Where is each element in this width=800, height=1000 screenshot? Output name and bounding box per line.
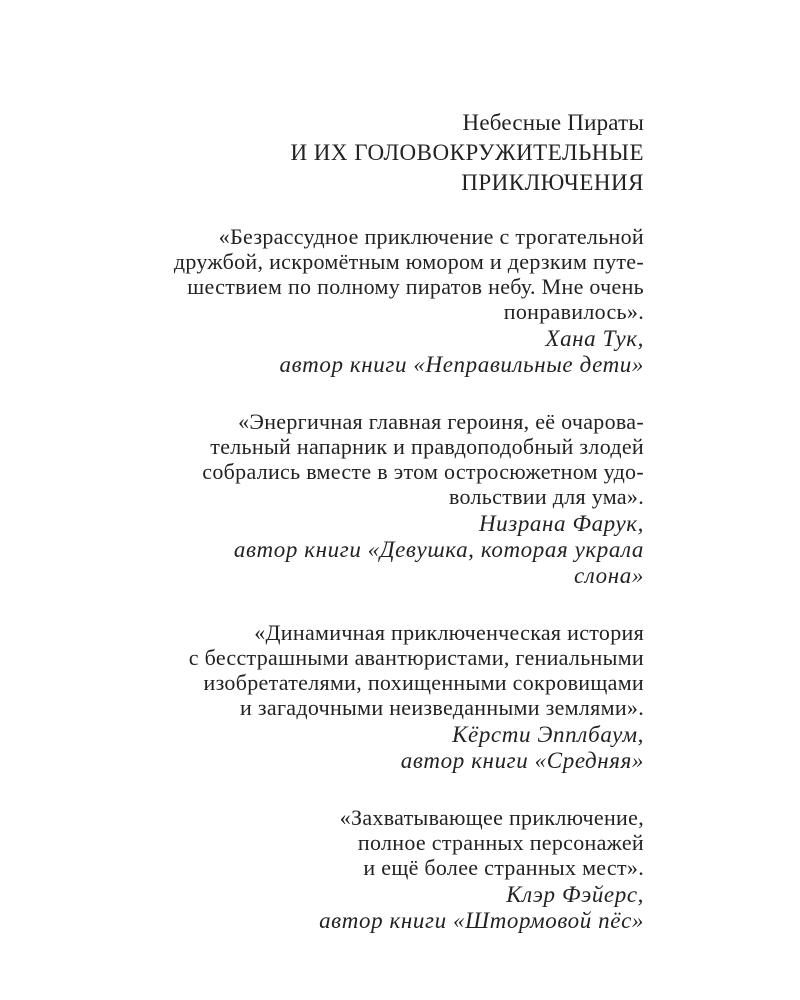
review-attribution: [84, 722, 644, 774]
attribution-line: Хана Тук,: [545, 326, 644, 351]
quote-line: и ещё более странных мест».: [363, 855, 644, 880]
review-blurb: [84, 409, 644, 589]
quote-line: собрались вместе в этом остросюжетном удо-: [202, 459, 644, 484]
quote-line: с бесстрашными авантюристами, гениальными: [188, 645, 644, 670]
review-quote: [84, 805, 644, 880]
series-name: Небесные Пираты: [462, 110, 644, 135]
attribution-line: Низрана Фарук,: [478, 511, 644, 536]
attribution-line: слона»: [573, 563, 644, 588]
attribution-line: автор книги «Средняя»: [400, 748, 644, 773]
quote-line: «Захватывающее приключение,: [339, 805, 644, 830]
quote-line: и загадочными неизведанными землями».: [240, 695, 644, 720]
review-blurb: [84, 224, 644, 378]
attribution-line: автор книги «Неправильные дети»: [279, 352, 644, 377]
review-quote: [84, 620, 644, 720]
review-blurb: [84, 620, 644, 774]
review-quote: [84, 224, 644, 324]
attribution-line: Кёрсти Эпплбаум,: [452, 722, 644, 747]
quote-line: полное странных персонажей: [357, 830, 644, 855]
quote-line: изобретателями, похищенными сокровищами: [203, 670, 644, 695]
quote-line: «Безрассудное приключение с трогательной: [218, 224, 644, 249]
review-attribution: [84, 882, 644, 934]
quote-line: «Динамичная приключенческая история: [254, 620, 644, 645]
quote-line: шествием по полному пиратов небу. Мне очень: [187, 274, 644, 299]
attribution-line: автор книги «Девушка, которая украла: [233, 537, 644, 562]
praise-column: [84, 108, 644, 965]
quote-line: понравилось».: [503, 299, 644, 324]
review-attribution: [84, 511, 644, 589]
quote-line: «Энергичная главная героиня, её очарова-: [238, 409, 644, 434]
review-quote: [84, 409, 644, 509]
title-line: И ИХ ГОЛОВОКРУЖИТЕЛЬНЫЕ: [290, 140, 644, 165]
attribution-line: автор книги «Штормовой пёс»: [319, 908, 644, 933]
review-blurb: [84, 805, 644, 934]
title-line: ПРИКЛЮЧЕНИЯ: [461, 170, 644, 195]
quote-line: дружбой, искромётным юмором и дерзким путе-: [173, 249, 644, 274]
attribution-line: Клэр Фэйерс,: [506, 882, 644, 907]
review-attribution: [84, 326, 644, 378]
quote-line: вольствии для ума».: [448, 484, 644, 509]
quote-line: тельный напарник и правдоподобный злодей: [210, 434, 644, 459]
title-block: [84, 108, 644, 198]
